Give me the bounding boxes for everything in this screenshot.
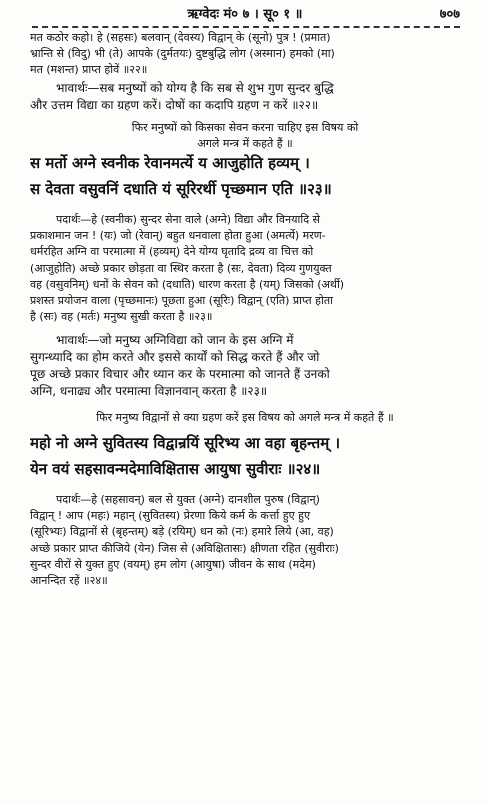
text-line: पूछ अच्छे प्रकार विचार और ध्यान कर के परमात्मा को जानते हैं उनको <box>30 367 330 381</box>
text-line: है (सः) वह (मर्तः) मनुष्य सुखी करता है ॥२३॥ <box>30 310 213 324</box>
mantra-line: महो नो अग्ने सुवितस्य विद्वान्रयिं सूरिभ्य आ वहा बृहन्तम् । <box>30 434 341 452</box>
padartha-paragraph-22-end <box>30 30 460 79</box>
bhavartha-22 <box>30 80 460 114</box>
text-line: (सूरिभ्यः) विद्वानों से (बृहन्तम्) बड़े (रयिम्) धन को (नः) हमारे लिये (आ, वह) <box>30 525 334 539</box>
text-line: अगले मन्त्र में कहते हैं ॥ <box>197 137 293 151</box>
text-line: सुन्दर वीरों से युक्त हुए (वयम्) हम लोग (आयुषा) जीवन के साथ (मदेम) <box>30 557 316 571</box>
text-line: आनन्दित रहें ॥२४॥ <box>30 574 108 588</box>
page-number: ७०७ <box>439 7 460 22</box>
text-line: वह (वसुवनिम्) धनों के सेवन को (दधाति) धारण करता है (यम्) जिसको (अर्थी) <box>30 277 345 291</box>
mantra-24 <box>30 430 460 482</box>
padartha-24 <box>30 492 460 589</box>
page-header <box>30 4 460 26</box>
text-line: भावार्थः—सब मनुष्यों को योग्य है कि सब से शुभ गुण सुन्दर बुद्धि <box>56 81 334 95</box>
text-line: प्रशस्त प्रयोजन वाला (पृच्छमानः) पूछता हुआ (सूरिः) विद्वान् (एति) प्राप्त होता <box>30 294 333 308</box>
running-title: ऋग्वेदः मं० ७ । सू० १ ॥ <box>187 7 303 22</box>
mantra-line: स देवता वसुवनिं दधाति यं सूरिरर्थी पृच्छमान एति ॥२३॥ <box>30 180 332 198</box>
bhavartha-23 <box>30 332 460 400</box>
text-line: सुगन्ध्यादि का होम करते और इससे कार्यों को सिद्ध करते हैं और जो <box>30 350 320 364</box>
text-line: भ्रान्ति से (विदु) भी (ते) आपके (दुर्मतयः) दुष्टबुद्धि लोग (अस्मान) हमको (मा) <box>30 47 335 61</box>
header-divider <box>32 26 460 28</box>
text-line: मत (मशन्त) प्राप्त होवें ॥२२॥ <box>30 63 148 77</box>
text-line: प्रकाशमान जन ! (यः) जो (रेवान्) बहुत धनवाला होता हुआ (अमर्त्ये) मरण- <box>30 229 326 243</box>
text-line: पदार्थः—हे (स्वनीक) सुन्दर सेना वाले (अग्ने) विद्या और विनयादि से <box>56 213 320 226</box>
text-line: (आजुहोति) अच्छे प्रकार छोड़ता वा स्थिर करता है (सः, देवता) दिव्य गुणयुक्त <box>30 261 332 275</box>
text-line: पदार्थः—हे (सहसावन्) बल से युक्त (अग्ने) दानशील पुरुष (विद्वान्) <box>56 493 320 506</box>
mantra-23 <box>30 150 460 202</box>
text-line: भावार्थः—जो मनुष्य अग्निविद्या को जान के इस अग्नि में <box>56 333 294 347</box>
mantra-line: येन वयं सहसावन्मदेमाविक्षितास आयुषा सुवीराः ॥२४॥ <box>30 460 321 478</box>
text-line: धर्मरहित अग्नि वा परमात्मा में (हव्यम्) देने योग्य घृतादि द्रव्य वा चित्त को <box>30 245 314 259</box>
text-line: मत कठोर कहो। हे (सहसः) बलवान् (देवस्य) विद्वान् के (सूनो) पुत्र ! (प्रमात) <box>30 31 331 44</box>
padartha-23 <box>30 212 460 325</box>
text-line: फिर मनुष्य विद्वानों से क्या ग्रहण करें इस विषय को अगले मन्त्र में कहते हैं ॥ <box>96 411 394 424</box>
text-line: फिर मनुष्यों को किसका सेवन करना चाहिए इस विषय को <box>131 121 359 134</box>
text-line: अग्नि, धनाढ्य और परमात्मा विज्ञानवान् करता है ॥२३॥ <box>30 384 268 398</box>
mantra-line: स मर्तो अग्ने स्वनीक रेवानमर्त्ये य आजुहोति हव्यम् । <box>30 154 310 172</box>
text-line: विद्वान् ! आप (महः) महान् (सुवितस्य) प्रेरणा किये कर्म के कर्त्ता हुए हुए <box>30 509 311 523</box>
text-line: और उत्तम विद्या का ग्रहण करें। दोषों का कदापि ग्रहण न करें ॥२२॥ <box>30 98 319 112</box>
text-line: अच्छे प्रकार प्राप्त कीजिये (येन) जिस से (अविक्षितासः) क्षीणता रहित (सुवीराः) <box>30 541 339 555</box>
mantra-intro-23 <box>30 120 460 152</box>
mantra-intro-24 <box>30 410 460 426</box>
